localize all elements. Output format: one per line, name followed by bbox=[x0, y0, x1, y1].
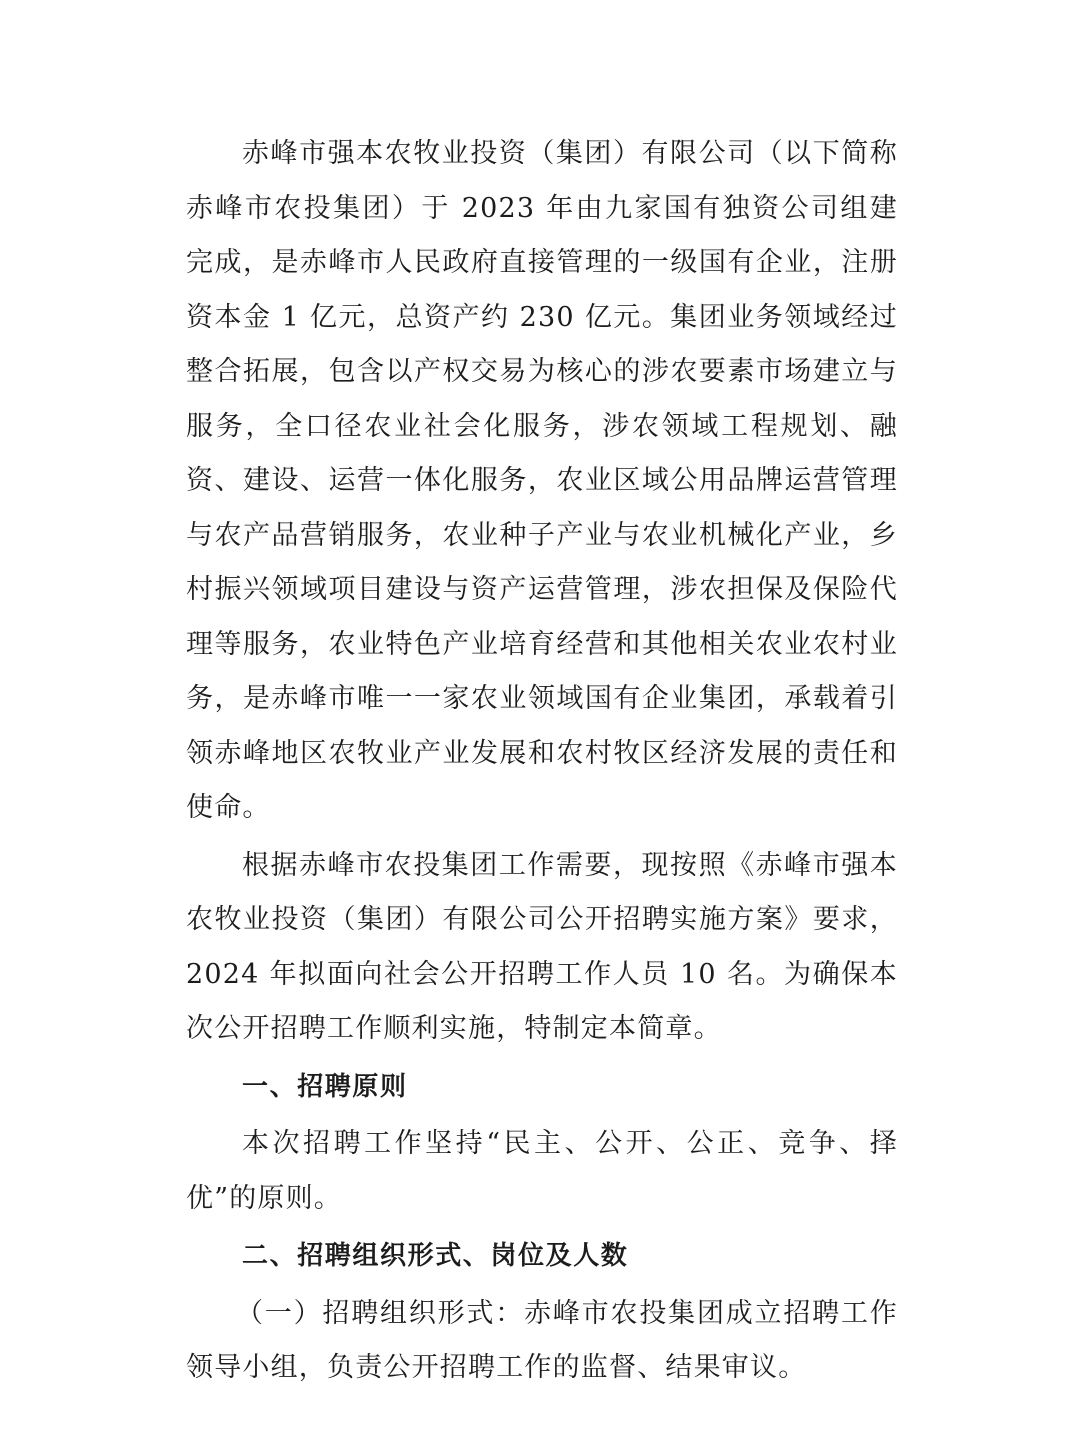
principles-paragraph: 本次招聘工作坚持“民主、公开、公正、竞争、择优”的原则。 bbox=[186, 1128, 898, 1214]
intro-paragraph: 赤峰市强本农牧业投资（集团）有限公司（以下简称赤峰市农投集团）于 2023 年由九家国有独资公司组建完成，是赤峰市人民政府直接管理的一级国有企业，注册资本金 1 亿元，总资产约 230 亿元。集团业务领域经过整合拓展，包含以产权交易为核心的涉农要素市场建立与服务，全口径农业社会化服务，涉农领域工程规划、融资、建设、运营一体化服务，农业区域公用品牌运营管理与农产品营销服务，农业种子产业与农业机械化产业，乡村振兴领域项目建设与资产运营管理，涉农担保及保险代理等服务，农业特色产业培育经营和其他相关农业农村业务，是赤峰市唯一一家农业领域国有企业集团，承载着引领赤峰地区农牧业产业发展和农村牧区经济发展的责任和使命。 bbox=[186, 138, 898, 823]
organization-item-paragraph: （一）招聘组织形式：赤峰市农投集团成立招聘工作领导小组，负责公开招聘工作的监督、结果审议。 bbox=[186, 1297, 898, 1383]
purpose-paragraph: 根据赤峰市农投集团工作需要，现按照《赤峰市强本农牧业投资（集团）有限公司公开招聘实施方案》要求，2024 年拟面向社会公开招聘工作人员 10 名。为确保本次公开招聘工作顺利实施，特制定本简章。 bbox=[186, 849, 898, 1044]
document-body bbox=[186, 127, 898, 1396]
section-heading-organization: 二、招聘组织形式、岗位及人数 bbox=[242, 1241, 629, 1271]
section-heading-principles: 一、招聘原则 bbox=[242, 1071, 408, 1102]
